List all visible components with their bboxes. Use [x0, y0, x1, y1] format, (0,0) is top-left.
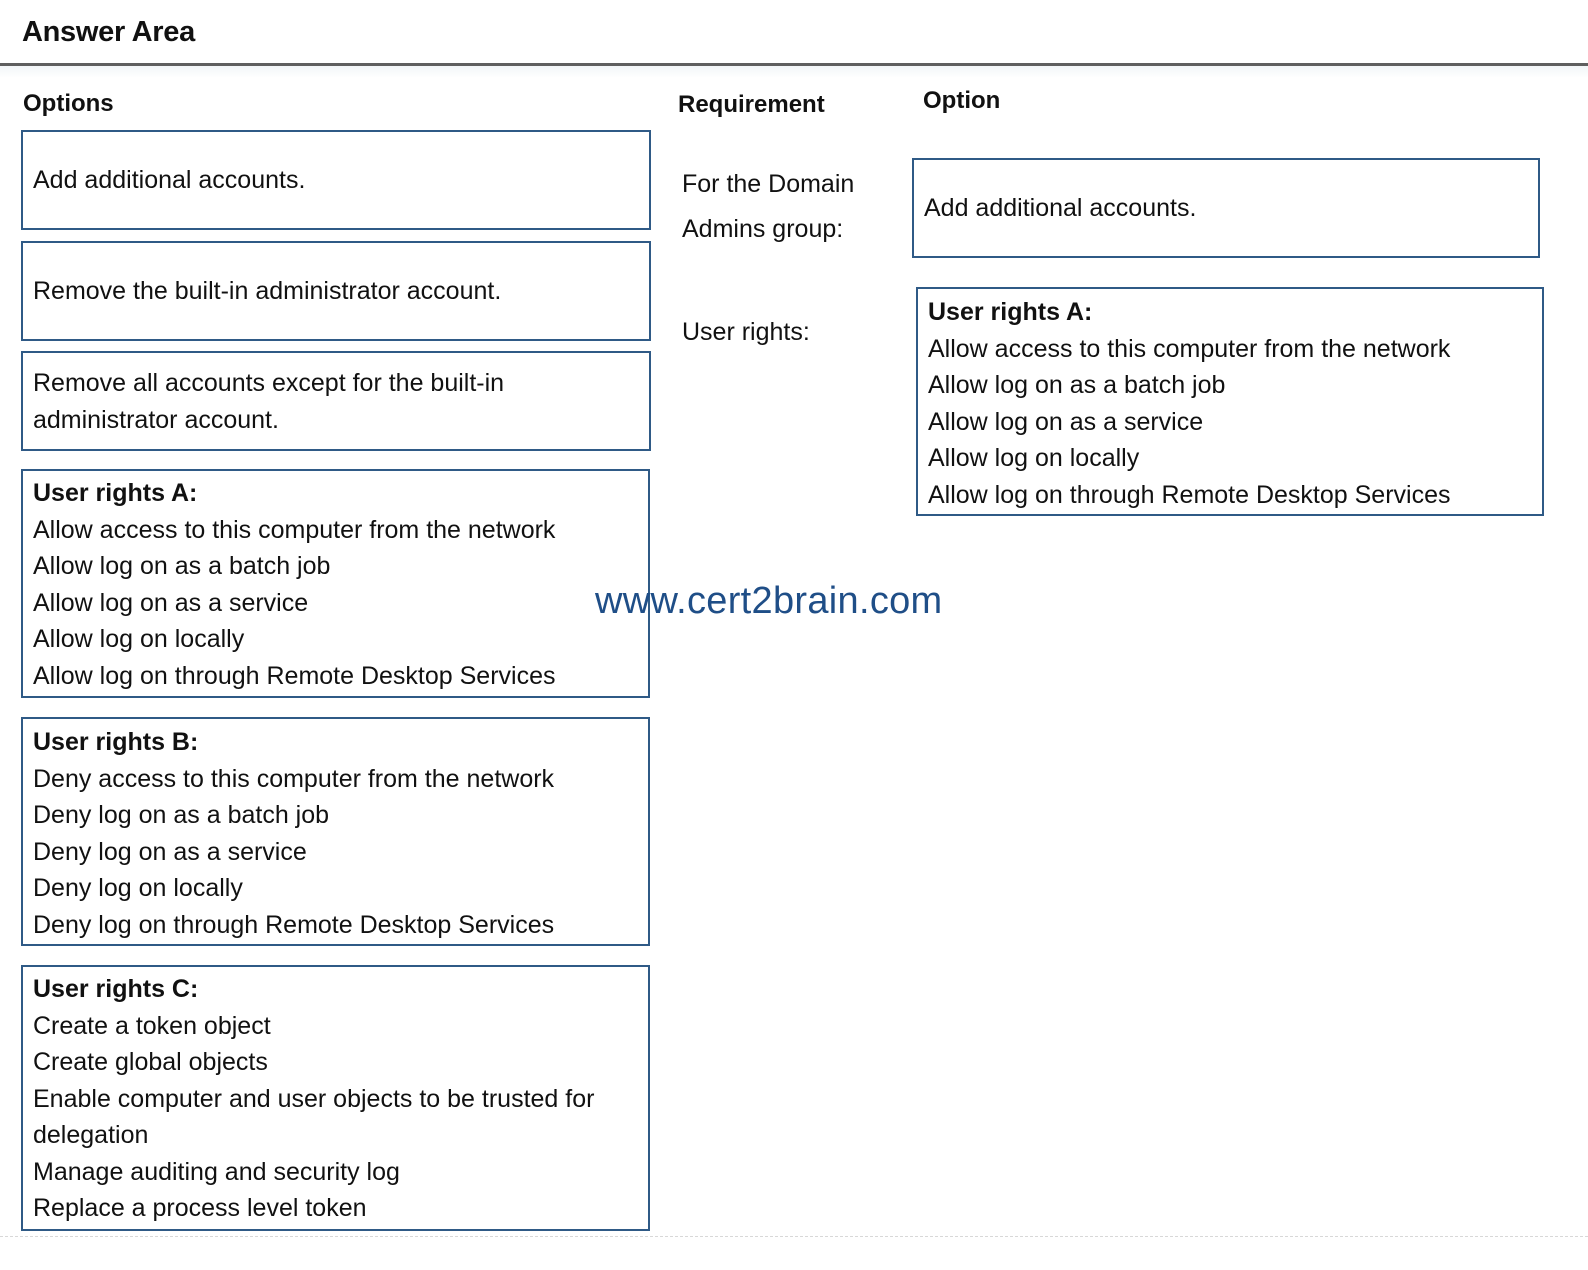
answer-text: Add additional accounts. [924, 193, 1197, 222]
answer-line: Allow log on as a batch job [928, 371, 1226, 399]
option-text: Remove the built-in administrator account. [33, 276, 502, 305]
option-line: Allow access to this computer from the network [33, 515, 556, 544]
option-line: Deny log on as a batch job [33, 801, 330, 829]
option-user-rights-a[interactable] [21, 469, 650, 698]
requirement-header: Requirement [678, 91, 825, 118]
option-line: Deny log on locally [33, 874, 243, 902]
option-heading: User rights C: [33, 975, 199, 1003]
answer-line: Allow access to this computer from the network [928, 334, 1451, 363]
option-user-rights-b[interactable] [21, 717, 650, 946]
requirement-user-rights: User rights: [682, 318, 810, 346]
header-divider-shadow [0, 66, 1588, 78]
option-line: Replace a process level token [33, 1194, 367, 1222]
option-user-rights-c[interactable] [21, 965, 650, 1231]
option-header: Option [923, 87, 1001, 114]
answer-area-title: Answer Area [22, 16, 195, 48]
bottom-divider [0, 1236, 1588, 1237]
option-line: Deny log on through Remote Desktop Services [33, 910, 555, 939]
answer-heading: User rights A: [928, 298, 1093, 326]
answer-slot-user-rights[interactable] [916, 287, 1544, 516]
options-header: Options [23, 90, 114, 117]
option-heading: User rights A: [33, 479, 198, 507]
option-line: Manage auditing and security log [33, 1157, 400, 1186]
option-line: Enable computer and user objects to be trusted for delegation [33, 1084, 595, 1149]
option-line: Deny access to this computer from the network [33, 764, 555, 793]
option-line: Allow log on as a service [33, 588, 309, 617]
option-text: Add additional accounts. [33, 165, 306, 194]
answer-line: Allow log on through Remote Desktop Services [928, 480, 1451, 509]
watermark-text: www.cert2brain.com [595, 580, 943, 622]
answer-slot-domain-admins[interactable] [912, 158, 1540, 258]
option-line: Allow log on as a batch job [33, 552, 331, 580]
option-add-accounts[interactable] [21, 130, 651, 230]
option-line: Create a token object [33, 1011, 271, 1040]
option-line: Create global objects [33, 1048, 268, 1076]
requirement-domain-admins: For the Domain Admins group: [682, 170, 855, 243]
answer-line: Allow log on as a service [928, 407, 1204, 436]
option-remove-builtin-admin[interactable] [21, 241, 651, 341]
option-line: Deny log on as a service [33, 837, 307, 866]
option-text: Remove all accounts except for the built-in administrator account. [33, 369, 505, 434]
option-remove-all-except-admin[interactable] [21, 351, 651, 451]
option-line: Allow log on through Remote Desktop Services [33, 661, 556, 690]
option-line: Allow log on locally [33, 625, 245, 653]
option-heading: User rights B: [33, 728, 199, 756]
answer-line: Allow log on locally [928, 444, 1140, 472]
